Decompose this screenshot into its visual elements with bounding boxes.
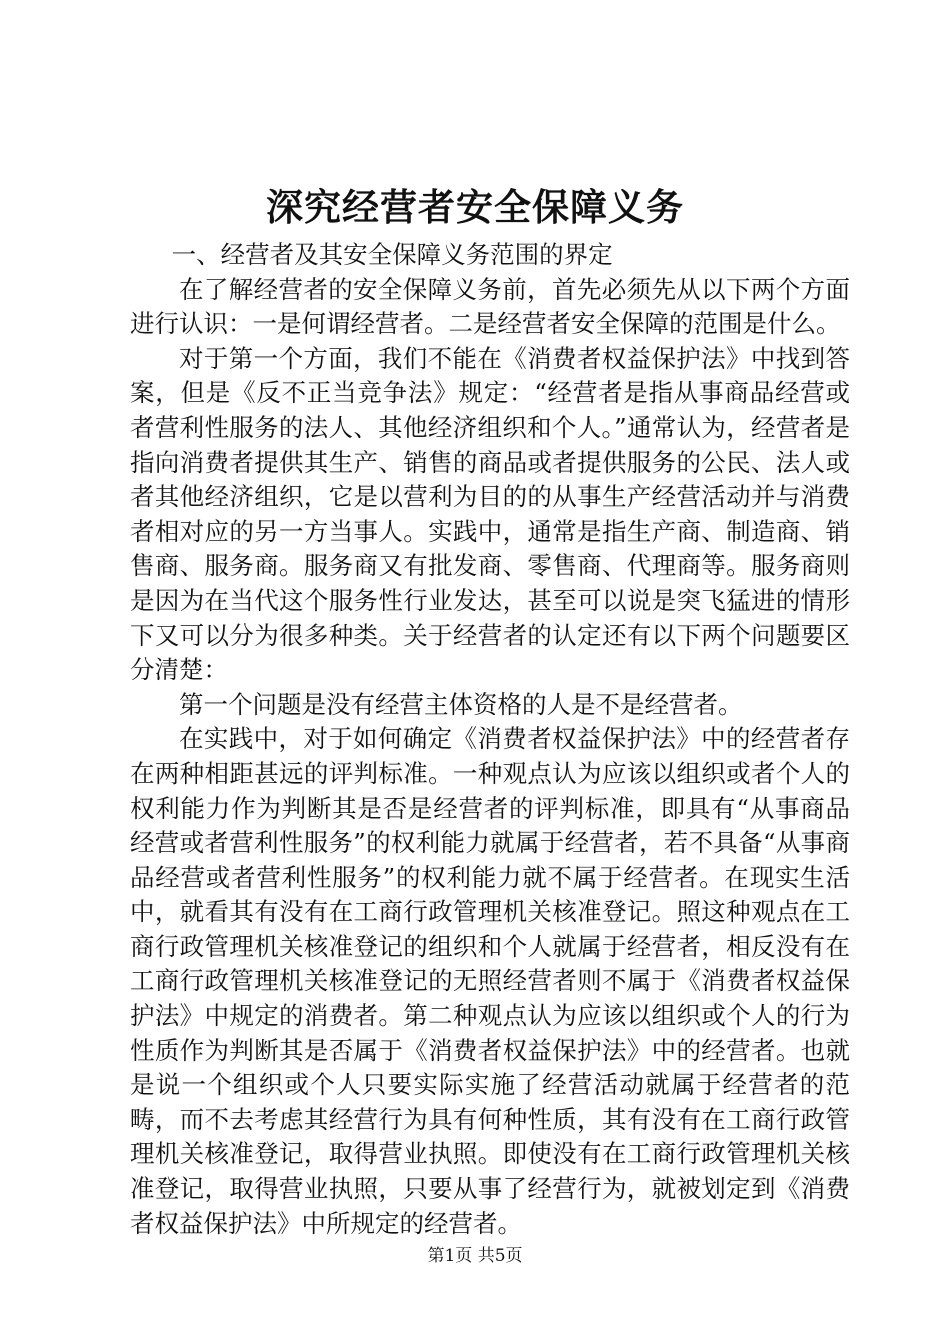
section-heading: 一、经营者及其安全保障义务范围的界定 — [171, 240, 613, 269]
paragraph: 在了解经营者的安全保障义务前，首先必须先从以下两个方面进行认识：一是何谓经营者。二是经营者安全保障的范围是什么。 — [130, 274, 850, 339]
page-footer: 第1页 共5页 — [427, 1246, 523, 1266]
paragraph: 对于第一个方面，我们不能在《消费者权益保护法》中找到答案，但是《反不正当竞争法》规定：“经营者是指从事商品经营或者营利性服务的法人、其他经济组织和个人。”通常认为，经营者是指向消费者提供其生产、销售的商品或者提供服务的公民、法人或者其他经济组织，它是以营利为目的的从事生产经营活动并与消费者相对应的另一方当事人。实践中，通常是指生产商、制造商、销售商、服务商。服务商又有批发商、零售商、代理商等。服务商则是因为在当代这个服务性行业发达，甚至可以说是突飞猛进的情形下又可以分为很多种类。关于经营者的认定还有以下两个问题要区分清楚： — [130, 343, 850, 685]
paragraph: 第一个问题是没有经营主体资格的人是不是经营者。 — [179, 689, 743, 719]
document-title: 深究经营者安全保障义务 — [266, 185, 684, 229]
paragraph: 在实践中，对于如何确定《消费者权益保护法》中的经营者存在两种相距甚远的评判标准。一种观点认为应该以组织或者个人的权利能力作为判断其是否是经营者的评判标准，即具有“从事商品经营或者营利性服务”的权利能力就属于经营者，若不具备“从事商品经营或者营利性服务”的权利能力就不属于经营者。在现实生活中，就看其有没有在工商行政管理机关核准登记。照这种观点在工商行政管理机关核准登记的组织和个人就属于经营者，相反没有在工商行政管理机关核准登记的无照经营者则不属于《消费者权益保护法》中规定的消费者。第二种观点认为应该以组织或个人的行为性质作为判断其是否属于《消费者权益保护法》中的经营者。也就是说一个组织或个人只要实际实施了经营活动就属于经营者的范畴，而不去考虑其经营行为具有何种性质，其有没有在工商行政管理机关核准登记，取得营业执照。即使没有在工商行政管理机关核准登记，取得营业执照，只要从事了经营行为，就被划定到《消费者权益保护法》中所规定的经营者。 — [130, 724, 850, 1238]
document-body — [130, 238, 850, 1241]
